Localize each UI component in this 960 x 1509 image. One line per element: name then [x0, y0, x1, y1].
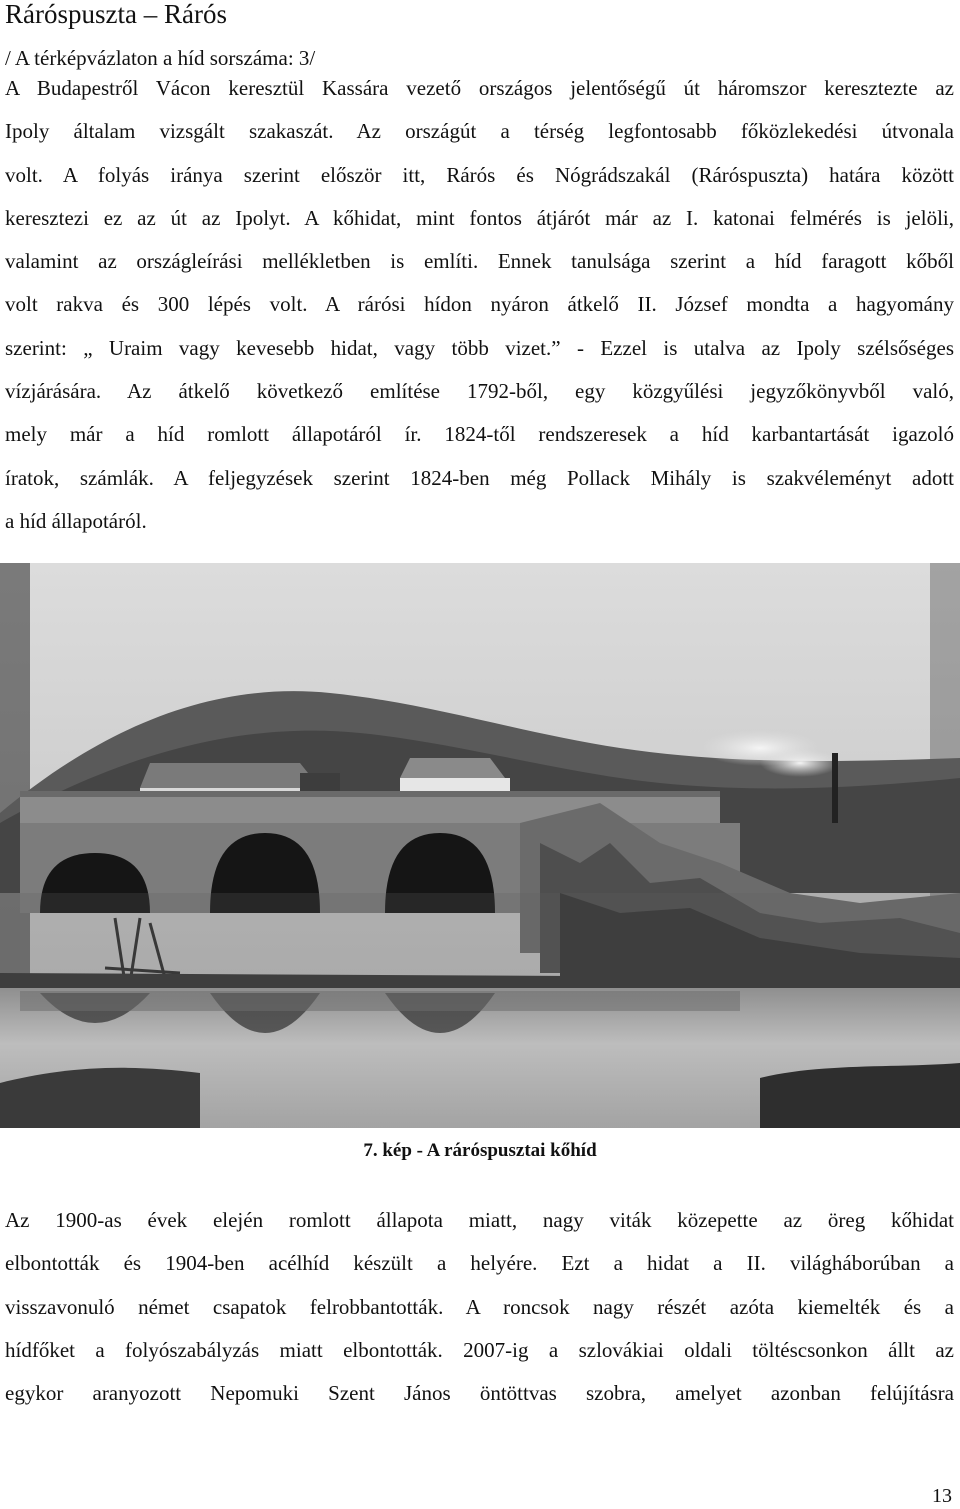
page-number: 13: [932, 1485, 952, 1507]
page-subtitle: / A térképvázlaton a híd sorszáma: 3/: [5, 46, 316, 70]
paragraph-line: hídfőket a folyószabályzás miatt elbontották. 2007-ig a szlovákiai oldali töltéscsonkon állt az: [5, 1337, 954, 1362]
paragraph-line: visszavonuló német csapatok felrobbantották. A roncsok nagy részét azóta kiemelték és a: [5, 1294, 954, 1319]
paragraph-line: egykor aranyozott Nepomuki Szent János öntöttvas szobra, amelyet azonban felújításra: [5, 1381, 954, 1406]
paragraph-line: a híd állapotáról.: [5, 508, 147, 533]
bridge-photo: [0, 563, 960, 1128]
paragraph-line: mely már a híd romlott állapotáról ír. 1824-től rendszeresek a híd karbantartását igazoló: [5, 422, 954, 447]
paragraph-line: valamint az országleírási mellékletben is említi. Ennek tanulsága szerint a híd faragott kőből: [5, 249, 954, 274]
paragraph-line: A Budapestről Vácon keresztül Kassára vezető országos jelentőségű út háromszor keresztezte az: [5, 76, 954, 100]
paragraph-line: Az 1900-as évek elején romlott állapota miatt, nagy viták közepette az öreg kőhidat: [5, 1208, 954, 1232]
paragraph-intro: [5, 67, 954, 543]
paragraph-line: íratok, számlák. A feljegyzések szerint 1824-ben még Pollack Mihály is szakvéleményt adott: [5, 465, 954, 490]
paragraph-history: [5, 1199, 954, 1415]
paragraph-line: vízjárására. Az átkelő következő említése 1792-ből, egy közgyűlési jegyzőkönyvből való,: [5, 379, 954, 404]
paragraph-line: szerint: „ Uraim vagy kevesebb hidat, vagy több vizet.” - Ezzel is utalva az Ipoly szélsőséges: [5, 335, 954, 360]
paragraph-line: volt rakva és 300 lépés volt. A rárósi hídon nyáron átkelő II. József mondta a hagyomány: [5, 292, 954, 317]
paragraph-line: Ipoly általam vizsgált szakaszát. Az országút a térség legfontosabb főközlekedési útvonala: [5, 119, 954, 144]
paragraph-line: elbontották és 1904-ben acélhíd készült a helyére. Ezt a hidat a II. világháborúban a: [5, 1251, 954, 1276]
figure-caption: 7. kép - A ráróspusztai kőhíd: [363, 1140, 597, 1161]
page-title: Ráróspuszta – Rárós: [5, 0, 227, 29]
paragraph-line: volt. A folyás iránya szerint először itt, Rárós és Nógrádszakál (Ráróspuszta) határa között: [5, 162, 954, 187]
paragraph-line: keresztezi ez az út az Ipolyt. A kőhidat, mint fontos átjárót már az I. katonai felmérés is jelöli,: [5, 205, 954, 230]
